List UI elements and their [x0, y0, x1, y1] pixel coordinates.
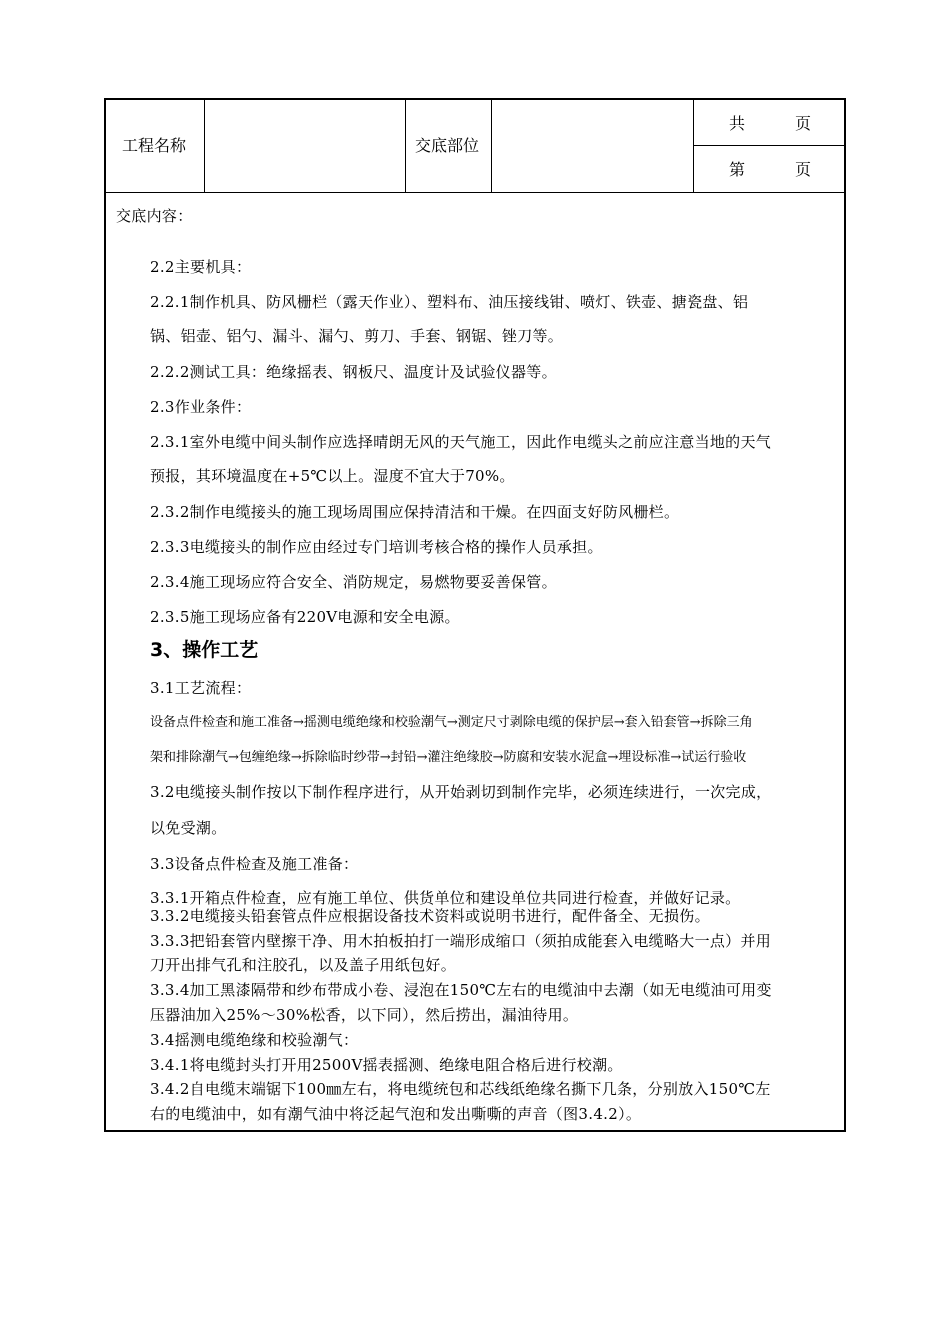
divider	[693, 100, 694, 192]
text-line: 3.4.1将电缆封头打开用2500V摇表摇测、绝缘电阻合格后进行校潮。	[150, 1056, 623, 1074]
text-line: 3.4摇测电缆绝缘和校验潮气：	[150, 1031, 359, 1049]
text-line: 2.3.4施工现场应符合安全、消防规定，易燃物要妥善保管。	[150, 573, 557, 591]
text-line: 2.3.2制作电缆接头的施工现场周围应保持清洁和干燥。在四面支好防风栅栏。	[150, 503, 680, 521]
text-line: 2.2.1制作机具、防风栅栏（露天作业）、塑料布、油压接线钳、喷灯、铁壶、搪瓷盘、铝	[150, 293, 749, 311]
divider	[204, 100, 205, 192]
page-no-suffix: 页	[795, 160, 812, 179]
text-line: 预报，其环境温度在+5℃以上。湿度不宜大于70%。	[150, 467, 515, 485]
text-line: 3.1工艺流程：	[150, 679, 252, 697]
content-label: 交底内容：	[116, 207, 193, 225]
divider	[693, 145, 844, 146]
text-line: 2.3作业条件：	[150, 398, 252, 416]
text-line: 压器油加入25%～30%松香，以下同），然后捞出，漏油待用。	[150, 1006, 579, 1024]
text-line: 3.3.4加工黑漆隔带和纱布带成小卷、浸泡在150℃左右的电缆油中去潮（如无电缆油可用变	[150, 981, 772, 999]
text-line: 3.4.2自电缆末端锯下100㎜左右，将电缆统包和芯线纸绝缘名撕下几条，分别放入150℃左	[150, 1080, 771, 1098]
text-line: 2.3.1室外电缆中间头制作应选择晴朗无风的天气施工，因此作电缆头之前应注意当地的天气	[150, 433, 772, 451]
section-heading: 3、操作工艺	[150, 639, 259, 661]
text-line: 2.2.2测试工具：绝缘摇表、钢板尺、温度计及试验仪器等。	[150, 363, 557, 381]
text-line: 2.3.5施工现场应备有220V电源和安全电源。	[150, 608, 460, 626]
text-line: 3.2电缆接头制作按以下制作程序进行，从开始剥切到制作完毕，必须连续进行，一次完成，	[150, 783, 772, 801]
project-name-label: 工程名称	[122, 136, 187, 155]
text-line: 锅、铝壶、铝勺、漏斗、漏勺、剪刀、手套、钢锯、锉刀等。	[150, 327, 564, 345]
total-pages-prefix: 共	[729, 114, 746, 133]
location-label: 交底部位	[415, 136, 480, 155]
text-line: 右的电缆油中，如有潮气油中将泛起气泡和发出嘶嘶的声音（图3.4.2）。	[150, 1105, 642, 1123]
text-line: 以免受潮。	[150, 819, 227, 837]
text-line: 3.3设备点件检查及施工准备：	[150, 855, 359, 873]
divider	[405, 100, 406, 192]
text-line: 3.3.1开箱点件检查，应有施工单位、供货单位和建设单位共同进行检查，并做好记录。	[150, 889, 741, 907]
disclosure-sheet	[104, 98, 846, 1132]
divider	[491, 100, 492, 192]
text-line: 2.3.3电缆接头的制作应由经过专门培训考核合格的操作人员承担。	[150, 538, 603, 556]
page-no-prefix: 第	[729, 160, 746, 179]
total-pages-suffix: 页	[795, 114, 812, 133]
header-table	[106, 100, 844, 193]
text-line: 3.3.3把铅套管内壁擦干净、用木拍板拍打一端形成缩口（须拍成能套入电缆略大一点）并用	[150, 932, 772, 950]
text-line: 架和排除潮气→包缠绝缘→拆除临时纱带→封铅→灌注绝缘胶→防腐和安装水泥盒→埋设标准→试运行验收	[150, 750, 747, 765]
text-line: 设备点件检查和施工准备→摇测电缆绝缘和校验潮气→测定尺寸剥除电缆的保护层→套入铅套管→拆除三角	[150, 715, 753, 730]
text-line: 2.2主要机具：	[150, 258, 252, 276]
text-line: 3.3.2电缆接头铅套管点件应根据设备技术资料或说明书进行，配件备全、无损伤。	[150, 907, 710, 925]
text-line: 刀开出排气孔和注胶孔，以及盖子用纸包好。	[150, 956, 457, 974]
